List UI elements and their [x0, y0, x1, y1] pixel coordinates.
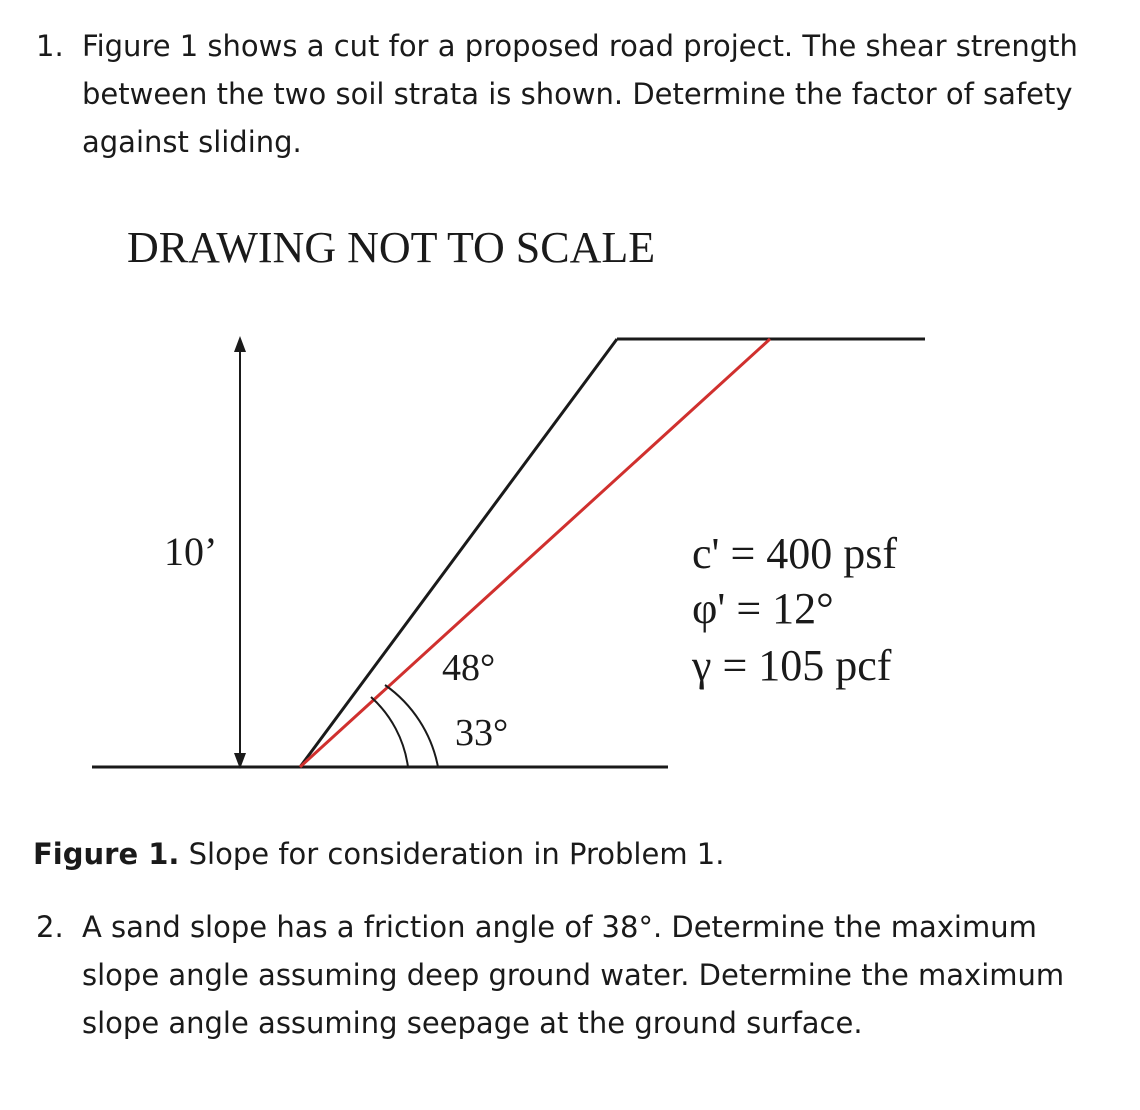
figure-caption [33, 834, 724, 874]
angle-label-33: 33° [455, 712, 509, 754]
height-label: 10’ [164, 529, 218, 574]
problem-text: Figure 1 shows a cut for a proposed road project. The shear strength between the two soil strata is shown. Determine the factor of safety against sliding. [82, 29, 1078, 159]
cohesion-value: c' = 400 psf [692, 529, 898, 578]
problem-number: 1. [36, 29, 64, 63]
problem-2 [36, 903, 1106, 1047]
friction-angle-value: φ' = 12° [692, 584, 834, 633]
slope-face [300, 339, 617, 767]
arrow-head-top [234, 336, 246, 352]
problem-number: 2. [36, 910, 64, 944]
caption-label: Figure 1. [33, 837, 180, 871]
caption-text: Slope for consideration in Problem 1. [179, 837, 725, 871]
drawing-note: DRAWING NOT TO SCALE [127, 223, 656, 272]
angle-label-48: 48° [442, 647, 496, 689]
problem-1 [36, 22, 1106, 166]
unit-weight-value: γ = 105 pcf [692, 641, 892, 690]
problem-text: A sand slope has a friction angle of 38°. Determine the maximum slope angle assuming deep ground water. Determine the maximum slope angle assuming seepage at the ground surface. [82, 910, 1065, 1040]
angle-arc-inner [371, 697, 408, 767]
angle-arc-outer [385, 685, 438, 767]
